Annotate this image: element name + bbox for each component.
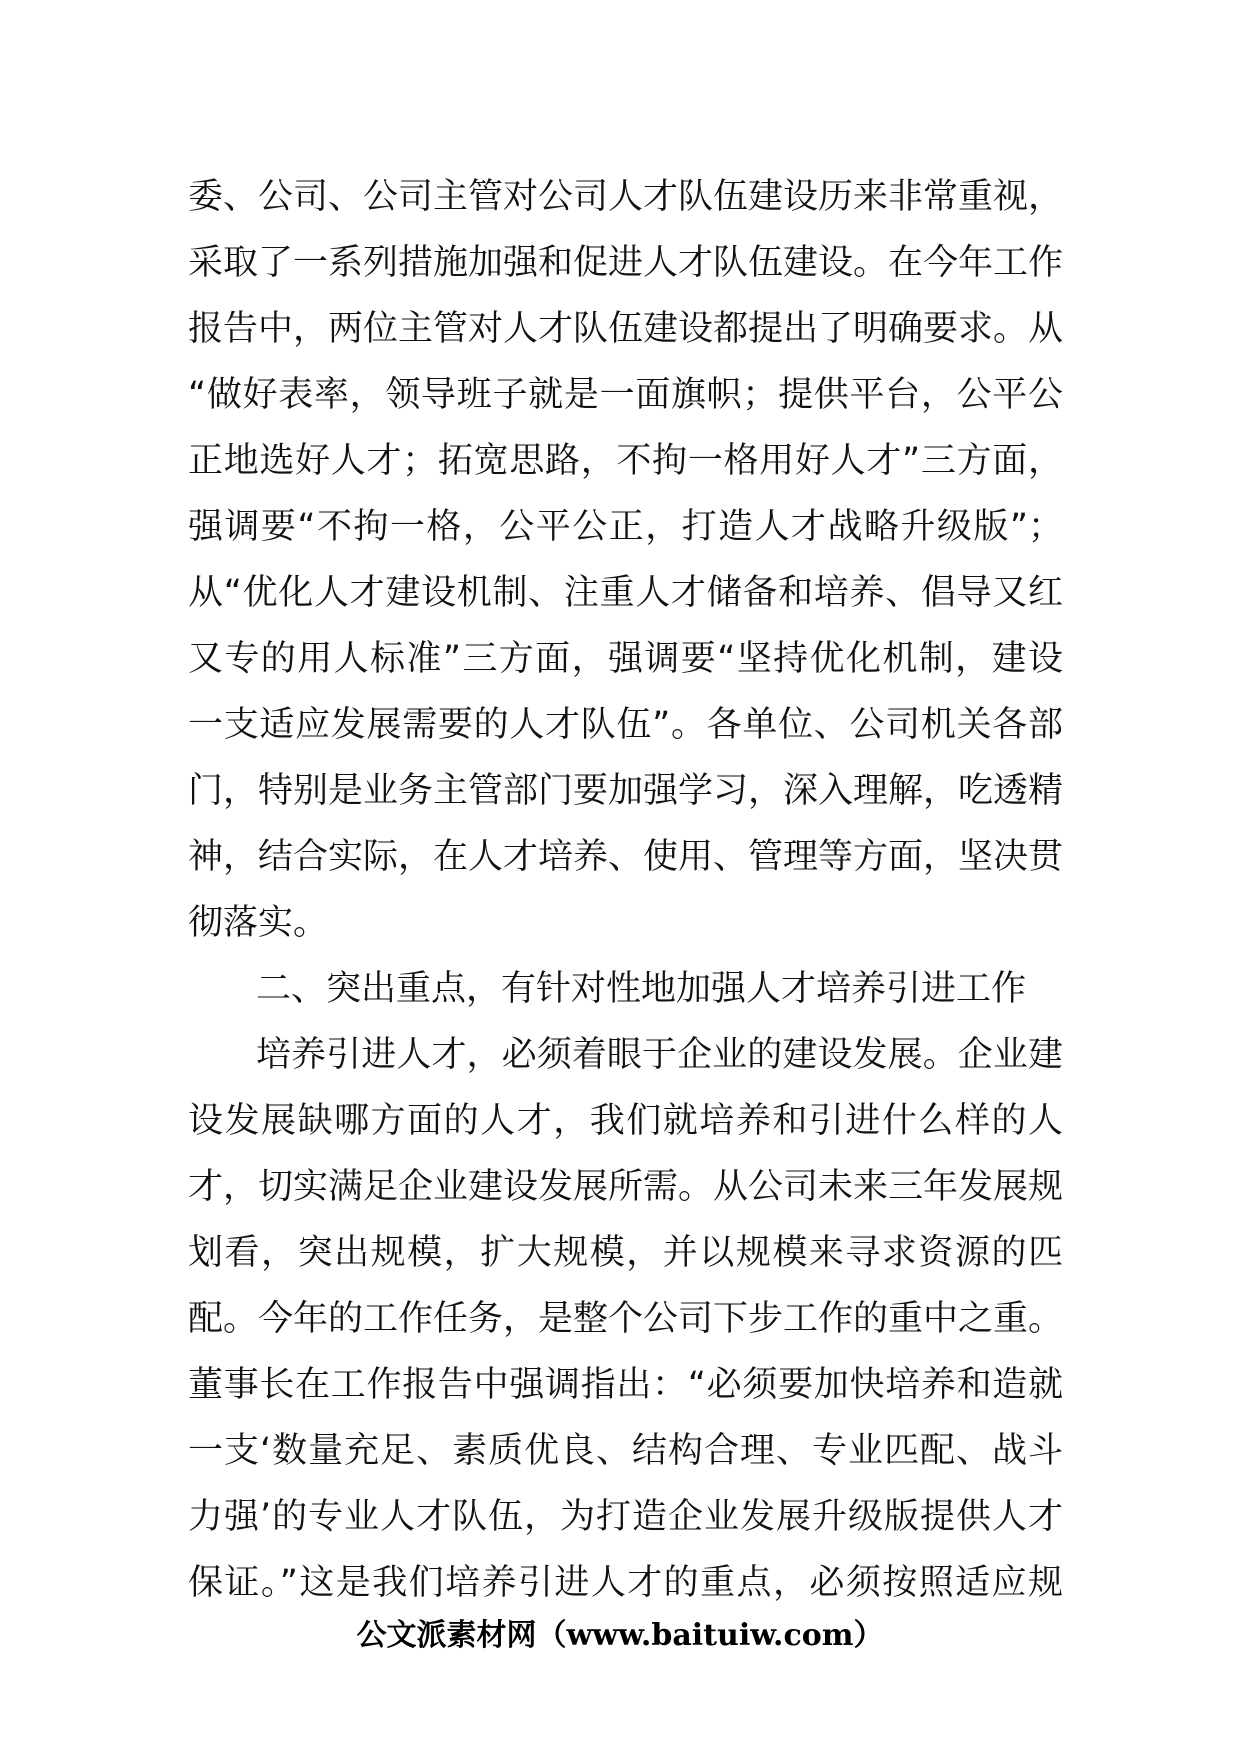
text-line: 才，切实满足企业建设发展所需。从公司未来三年发展规 — [188, 1167, 1063, 1207]
text-line: 正地选好人才；拓宽思路，不拘一格用好人才”三方面， — [188, 441, 1063, 481]
text-line: 强调要“不拘一格，公平公正，打造人才战略升级版”； — [188, 507, 1063, 547]
text-line: 董事长在工作报告中强调指出：“必须要加快培养和造就 — [188, 1365, 1063, 1405]
text-line: 培养引进人才，必须着眼于企业的建设发展。企业建 — [256, 1035, 1063, 1075]
text-line: 彻落实。 — [188, 903, 329, 943]
text-line: 从“优化人才建设机制、注重人才储备和培养、倡导又红 — [188, 573, 1063, 613]
text-line: 又专的用人标准”三方面，强调要“坚持优化机制，建设 — [188, 639, 1063, 679]
text-line: 报告中，两位主管对人才队伍建设都提出了明确要求。从 — [188, 309, 1063, 349]
text-line: 一支适应发展需要的人才队伍”。各单位、公司机关各部 — [188, 705, 1063, 745]
footer-watermark: 公文派素材网（www.baituiw.com） — [356, 1618, 884, 1653]
text-line: 划看，突出规模，扩大规模，并以规模来寻求资源的匹 — [188, 1233, 1063, 1273]
text-line: 门，特别是业务主管部门要加强学习，深入理解，吃透精 — [188, 771, 1063, 811]
text-line: 委、公司、公司主管对公司人才队伍建设历来非常重视， — [188, 177, 1063, 217]
text-line: 一支‘数量充足、素质优良、结构合理、专业匹配、战斗 — [188, 1431, 1063, 1471]
text-line: 配。今年的工作任务，是整个公司下步工作的重中之重。 — [188, 1299, 1063, 1339]
text-line: 设发展缺哪方面的人才，我们就培养和引进什么样的人 — [188, 1101, 1063, 1141]
text-line: 力强’的专业人才队伍，为打造企业发展升级版提供人才 — [188, 1497, 1063, 1537]
document-body — [188, 164, 1063, 1616]
text-line: 神，结合实际，在人才培养、使用、管理等方面，坚决贯 — [188, 837, 1063, 877]
text-line: 采取了一系列措施加强和促进人才队伍建设。在今年工作 — [188, 243, 1063, 283]
section-heading: 二、突出重点，有针对性地加强人才培养引进工作 — [256, 969, 1027, 1009]
text-line: 保证。”这是我们培养引进人才的重点，必须按照适应规 — [188, 1563, 1063, 1603]
text-line: “做好表率，领导班子就是一面旗帜；提供平台，公平公 — [188, 375, 1063, 415]
